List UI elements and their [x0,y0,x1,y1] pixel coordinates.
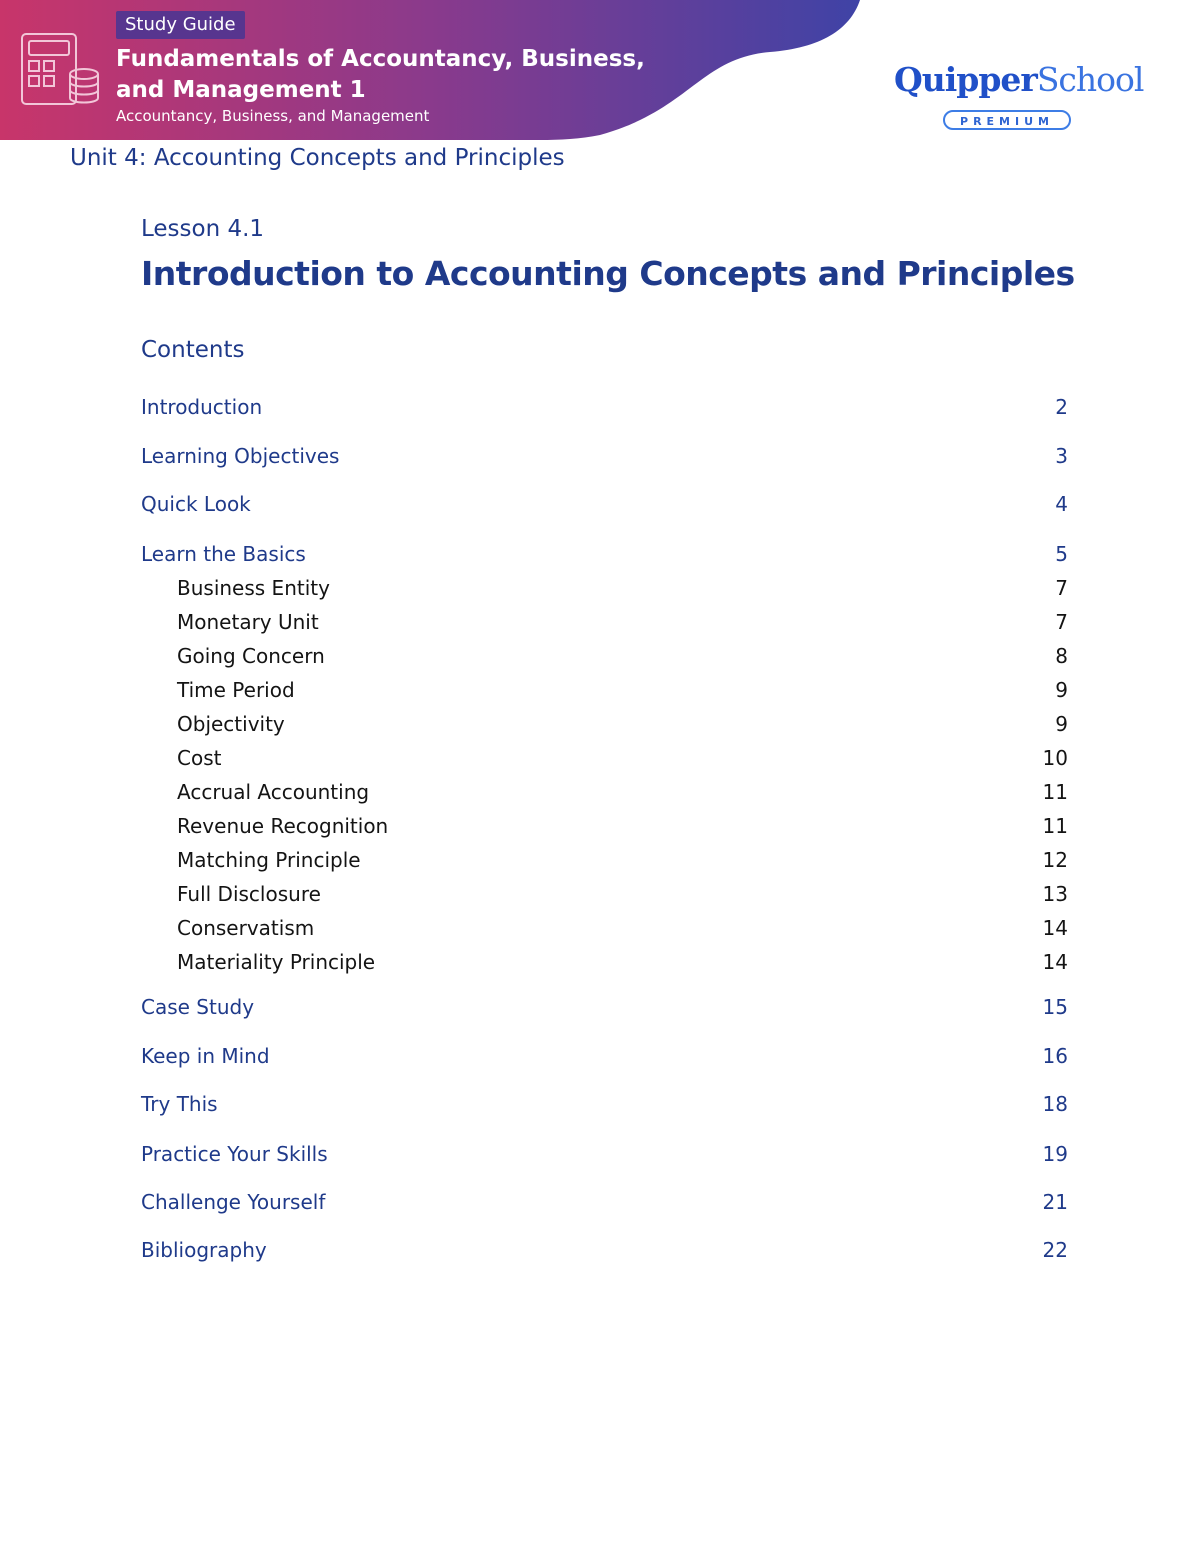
toc-entry[interactable] [141,441,1068,471]
toc-entry-page: 7 [1055,610,1068,634]
toc-entry-label[interactable]: Business Entity [177,576,330,600]
unit-title: Unit 4: Accounting Concepts and Principles [70,145,565,171]
toc-entry-label[interactable]: Introduction [141,395,263,419]
toc-entry-page: 22 [1042,1238,1068,1262]
toc-entry-page: 15 [1042,995,1068,1019]
course-title: Fundamentals of Accountancy, Business, and Management 1 [116,46,645,103]
toc-entry[interactable] [141,913,1068,943]
toc-entry[interactable] [141,1235,1068,1265]
toc-entry[interactable] [141,879,1068,909]
toc-entry[interactable] [141,392,1068,422]
toc-entry-page: 21 [1042,1190,1068,1214]
toc-entry-label[interactable]: Matching Principle [177,848,361,872]
quipper-school-logo [888,60,1144,138]
toc-entry-page: 18 [1042,1092,1068,1116]
toc-entry-label[interactable]: Try This [141,1092,218,1116]
toc-entry-page: 13 [1042,882,1068,906]
toc-entry[interactable] [141,573,1068,603]
toc-entry-label[interactable]: Objectivity [177,712,285,736]
toc-entry-page: 9 [1055,712,1068,736]
toc-entry-page: 16 [1042,1044,1068,1068]
toc-entry-page: 3 [1055,444,1068,468]
toc-entry[interactable] [141,992,1068,1022]
toc-entry-label[interactable]: Quick Look [141,492,251,516]
toc-entry[interactable] [141,1041,1068,1071]
calculator-coins-icon [20,32,102,108]
toc-entry-label[interactable]: Going Concern [177,644,325,668]
toc-entry-page: 10 [1042,746,1068,770]
toc-entry[interactable] [141,709,1068,739]
toc-entry[interactable] [141,607,1068,637]
toc-entry[interactable] [141,811,1068,841]
contents-heading: Contents [141,337,245,363]
toc-entry-label[interactable]: Materiality Principle [177,950,376,974]
toc-entry-page: 9 [1055,678,1068,702]
toc-entry-page: 19 [1042,1142,1068,1166]
study-guide-tag: Study Guide [116,11,245,39]
toc-entry-label[interactable]: Bibliography [141,1238,267,1262]
toc-entry-page: 2 [1055,395,1068,419]
toc-entry[interactable] [141,539,1068,569]
toc-entry-label[interactable]: Learn the Basics [141,542,306,566]
lesson-title: Introduction to Accounting Concepts and Principles [141,254,1075,293]
toc-entry-label[interactable]: Challenge Yourself [141,1190,326,1214]
toc-entry-label[interactable]: Conservatism [177,916,315,940]
toc-entry-page: 11 [1042,780,1068,804]
toc-entry-label[interactable]: Monetary Unit [177,610,319,634]
course-subtitle: Accountancy, Business, and Management [116,107,430,125]
toc-entry-page: 12 [1042,848,1068,872]
toc-entry-page: 14 [1042,916,1068,940]
logo-premium-badge: PREMIUM [943,110,1071,130]
toc-entry[interactable] [141,1187,1068,1217]
toc-entry[interactable] [141,845,1068,875]
toc-entry[interactable] [141,1089,1068,1119]
toc-entry-page: 14 [1042,950,1068,974]
toc-entry-label[interactable]: Revenue Recognition [177,814,389,838]
toc-entry[interactable] [141,743,1068,773]
toc-entry[interactable] [141,641,1068,671]
toc-entry[interactable] [141,675,1068,705]
logo-word-school: School [1036,60,1144,99]
toc-entry[interactable] [141,1139,1068,1169]
lesson-label: Lesson 4.1 [141,216,265,242]
toc-entry-label[interactable]: Learning Objectives [141,444,340,468]
toc-entry-page: 11 [1042,814,1068,838]
toc-entry[interactable] [141,489,1068,519]
toc-entry-label[interactable]: Keep in Mind [141,1044,270,1068]
toc-entry-label[interactable]: Time Period [177,678,295,702]
logo-word-quipper: Quipper [894,60,1037,99]
toc-entry-page: 7 [1055,576,1068,600]
toc-entry-label[interactable]: Practice Your Skills [141,1142,328,1166]
toc-entry-page: 4 [1055,492,1068,516]
toc-entry-label[interactable]: Cost [177,746,222,770]
toc-entry-label[interactable]: Full Disclosure [177,882,321,906]
toc-entry-label[interactable]: Case Study [141,995,255,1019]
toc-entry[interactable] [141,947,1068,977]
toc-entry[interactable] [141,777,1068,807]
toc-entry-page: 5 [1055,542,1068,566]
logo-wordmark [894,60,1143,100]
toc-entry-label[interactable]: Accrual Accounting [177,780,370,804]
toc-entry-page: 8 [1055,644,1068,668]
